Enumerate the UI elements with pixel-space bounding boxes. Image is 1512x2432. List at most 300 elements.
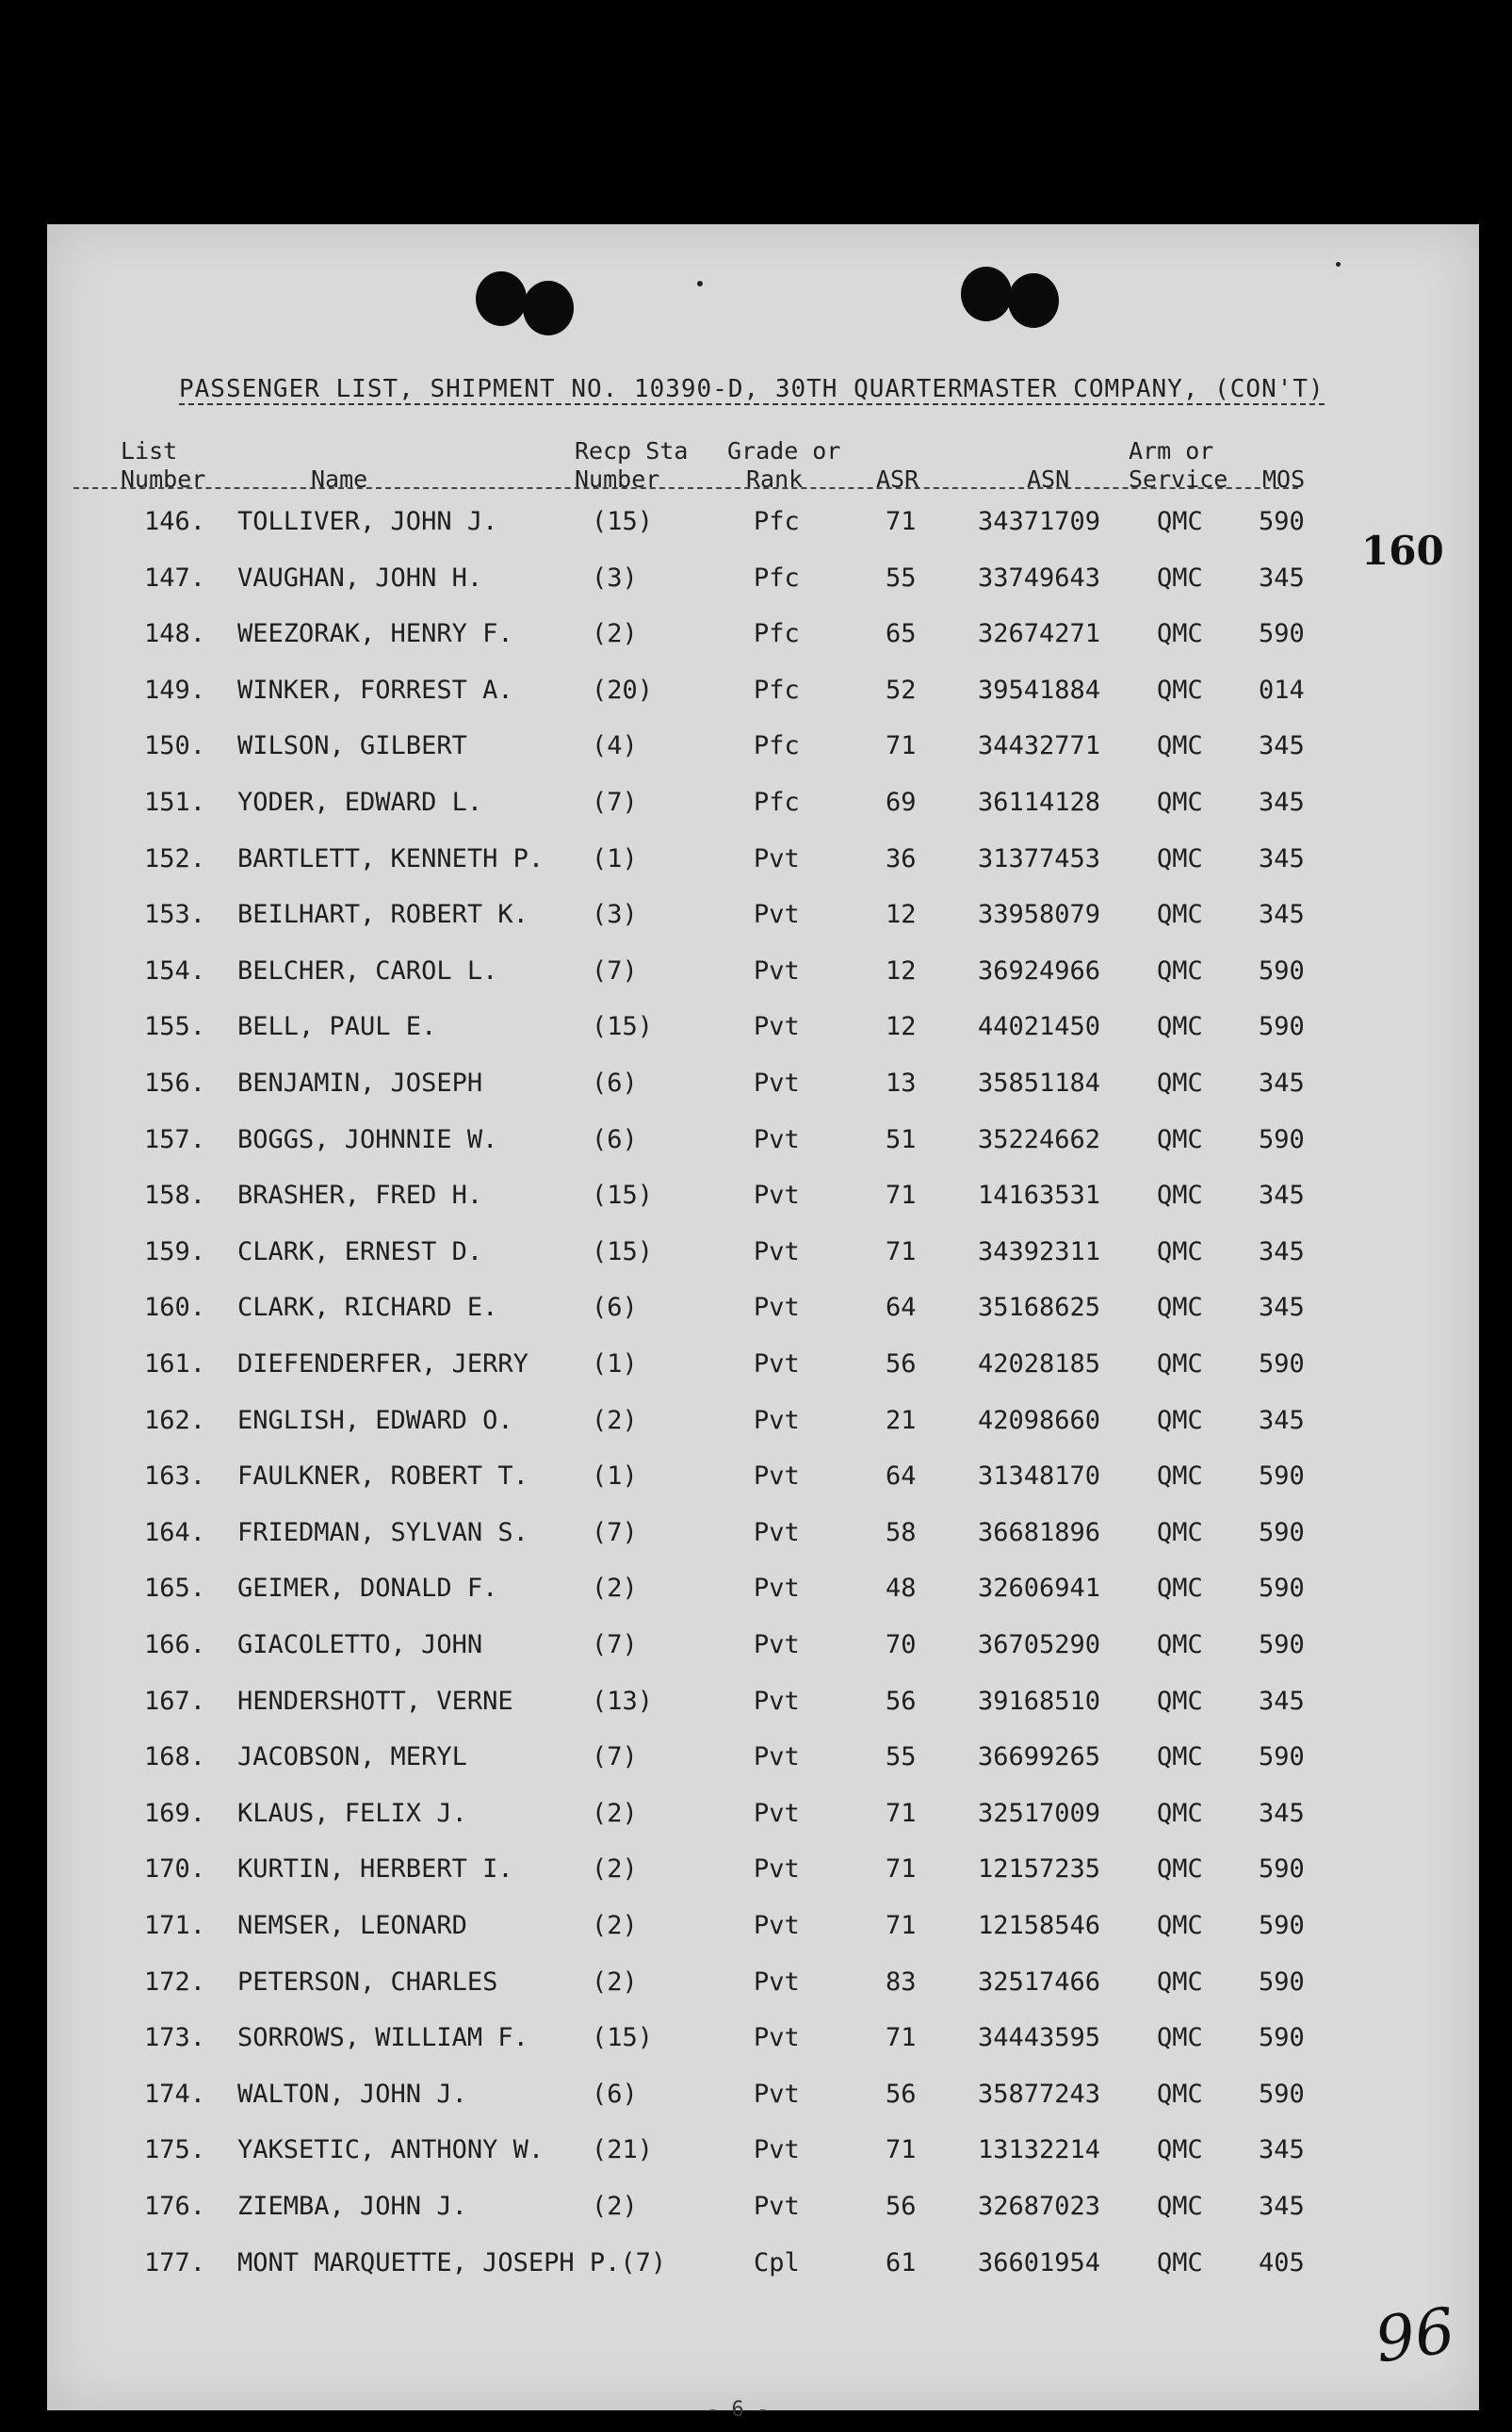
list-number-cell: 147. — [144, 563, 206, 593]
list-number-cell: 163. — [144, 1461, 206, 1492]
recp-sta-cell: (2) — [592, 2192, 638, 2221]
table-row — [0, 1012, 1512, 1050]
table-row — [0, 507, 1512, 545]
grade-cell: Pvt — [754, 1911, 800, 1940]
arm-service-cell: QMC — [1157, 1798, 1203, 1828]
arm-service-cell: QMC — [1157, 788, 1203, 817]
list-number-cell: 150. — [144, 731, 206, 761]
recp-sta-cell: (2) — [592, 1405, 638, 1435]
mos-cell: 345 — [1259, 900, 1305, 930]
mos-cell: 590 — [1259, 1012, 1305, 1042]
page-stamp: 160 — [1361, 528, 1444, 574]
arm-service-cell: QMC — [1157, 2023, 1203, 2053]
asr-cell: 69 — [886, 788, 917, 817]
asn-cell: 34432771 — [978, 731, 1101, 761]
asn-cell: 35224662 — [978, 1124, 1101, 1154]
recp-sta-cell: (2) — [592, 1967, 638, 1997]
arm-service-cell: QMC — [1157, 2192, 1203, 2221]
asn-cell: 34371709 — [978, 507, 1101, 536]
mos-cell: 590 — [1259, 1124, 1305, 1154]
asr-cell: 55 — [886, 563, 917, 593]
mos-cell: 590 — [1259, 619, 1305, 649]
asn-cell: 33958079 — [978, 900, 1101, 930]
recp-sta-cell: (15) — [592, 507, 654, 536]
table-row — [0, 1181, 1512, 1218]
name-cell: GEIMER, DONALD F. — [237, 1574, 498, 1604]
table-row — [0, 1125, 1512, 1163]
list-number-cell: 152. — [144, 843, 206, 873]
grade-cell: Cpl — [754, 2247, 800, 2277]
speck — [1336, 262, 1341, 267]
asn-cell: 33749643 — [978, 563, 1101, 593]
asn-cell: 42028185 — [978, 1349, 1101, 1379]
list-number-cell: 155. — [144, 1012, 206, 1042]
recp-sta-cell: (15) — [592, 2023, 654, 2053]
mos-cell: 590 — [1259, 955, 1305, 986]
recp-sta-cell: (4) — [592, 731, 638, 761]
recp-sta-cell: (2) — [592, 619, 638, 649]
grade-cell: Pvt — [754, 1012, 800, 1042]
grade-cell: Pfc — [754, 731, 800, 761]
arm-service-cell: QMC — [1157, 2247, 1203, 2277]
grade-cell: Pvt — [754, 1630, 800, 1659]
document-title: PASSENGER LIST, SHIPMENT NO. 10390-D, 30TH QUARTERMASTER COMPANY, (CON'T) — [179, 375, 1325, 403]
grade-cell: Pvt — [754, 843, 800, 873]
list-number-cell: 151. — [144, 788, 206, 817]
grade-cell: Pvt — [754, 1967, 800, 1997]
table-row — [0, 2248, 1512, 2286]
asr-cell: 55 — [886, 1742, 917, 1772]
asn-cell: 39541884 — [978, 675, 1101, 705]
list-number-cell: 172. — [144, 1967, 206, 1997]
name-cell: FAULKNER, ROBERT T. — [237, 1461, 528, 1492]
mos-cell: 345 — [1259, 843, 1305, 873]
asr-cell: 12 — [886, 955, 917, 986]
asn-cell: 36705290 — [978, 1630, 1101, 1659]
asn-cell: 42098660 — [978, 1405, 1101, 1435]
recp-sta-cell: (1) — [592, 843, 638, 873]
mos-cell: 345 — [1259, 563, 1305, 593]
asn-cell: 32606941 — [978, 1574, 1101, 1604]
name-cell: SORROWS, WILLIAM F. — [237, 2023, 528, 2053]
name-cell: BEILHART, ROBERT K. — [237, 900, 528, 930]
table-row — [0, 1349, 1512, 1387]
name-cell: BOGGS, JOHNNIE W. — [237, 1124, 498, 1154]
asn-cell: 31377453 — [978, 843, 1101, 873]
arm-service-cell: QMC — [1157, 731, 1203, 761]
name-cell: BRASHER, FRED H. — [237, 1181, 483, 1211]
table-row — [0, 2023, 1512, 2061]
table-row — [0, 1293, 1512, 1330]
asr-cell: 70 — [886, 1630, 917, 1659]
arm-service-cell: QMC — [1157, 675, 1203, 705]
table-row — [0, 1406, 1512, 1444]
table-row — [0, 900, 1512, 938]
list-number-cell: 149. — [144, 675, 206, 705]
grade-cell: Pvt — [754, 1574, 800, 1604]
recp-sta-cell: (6) — [592, 1293, 638, 1323]
arm-service-cell: QMC — [1157, 1742, 1203, 1772]
recp-sta-cell: (20) — [592, 675, 654, 705]
list-number-cell: 168. — [144, 1742, 206, 1772]
asr-cell: 64 — [886, 1461, 917, 1492]
grade-cell: Pvt — [754, 2135, 800, 2165]
recp-sta-cell: (15) — [592, 1181, 654, 1211]
list-number-cell: 175. — [144, 2135, 206, 2165]
table-row — [0, 563, 1512, 601]
grade-cell: Pvt — [754, 1236, 800, 1266]
arm-service-cell: QMC — [1157, 1630, 1203, 1659]
grade-cell: Pvt — [754, 2192, 800, 2221]
grade-cell: Pvt — [754, 1069, 800, 1098]
header-asr: ASR — [876, 465, 919, 493]
list-number-cell: 146. — [144, 507, 206, 536]
asn-cell: 32687023 — [978, 2192, 1101, 2221]
list-number-cell: 153. — [144, 900, 206, 930]
mos-cell: 590 — [1259, 1630, 1305, 1659]
grade-cell: Pvt — [754, 1742, 800, 1772]
table-row — [0, 1069, 1512, 1106]
header-underline — [73, 487, 1298, 489]
asn-cell: 32517009 — [978, 1798, 1101, 1828]
speck — [697, 281, 703, 286]
name-cell: WALTON, JOHN J. — [237, 2079, 467, 2109]
name-cell: WILSON, GILBERT — [237, 731, 467, 761]
asr-cell: 71 — [886, 1798, 917, 1828]
list-number-cell: 161. — [144, 1349, 206, 1379]
arm-service-cell: QMC — [1157, 955, 1203, 986]
mos-cell: 590 — [1259, 2023, 1305, 2053]
table-row — [0, 1854, 1512, 1892]
name-cell: BARTLETT, KENNETH P. — [237, 843, 545, 873]
mos-cell: 345 — [1259, 788, 1305, 817]
asr-cell: 71 — [886, 507, 917, 536]
arm-service-cell: QMC — [1157, 1349, 1203, 1379]
asr-cell: 83 — [886, 1967, 917, 1997]
grade-cell: Pvt — [754, 1461, 800, 1492]
asn-cell: 12158546 — [978, 1911, 1101, 1940]
name-cell: KLAUS, FELIX J. — [237, 1798, 467, 1828]
asr-cell: 71 — [886, 731, 917, 761]
grade-cell: Pvt — [754, 900, 800, 930]
recp-sta-cell: (7) — [592, 1517, 638, 1547]
mos-cell: 590 — [1259, 507, 1305, 536]
mos-cell: 345 — [1259, 2135, 1305, 2165]
arm-service-cell: QMC — [1157, 1069, 1203, 1098]
mos-cell: 590 — [1259, 1911, 1305, 1940]
asr-cell: 71 — [886, 1236, 917, 1266]
arm-service-cell: QMC — [1157, 900, 1203, 930]
name-cell: BELCHER, CAROL L. — [237, 955, 498, 986]
asr-cell: 12 — [886, 1012, 917, 1042]
list-number-cell: 154. — [144, 955, 206, 986]
grade-cell: Pvt — [754, 955, 800, 986]
recp-sta-cell: (2) — [592, 1574, 638, 1604]
handwritten-page-number: 96 — [1371, 2293, 1459, 2377]
arm-service-cell: QMC — [1157, 1967, 1203, 1997]
mos-cell: 345 — [1259, 1293, 1305, 1323]
header-name: Name — [311, 465, 368, 493]
table-row — [0, 844, 1512, 882]
grade-cell: Pvt — [754, 1798, 800, 1828]
grade-cell: Pfc — [754, 563, 800, 593]
asr-cell: 52 — [886, 675, 917, 705]
table-row — [0, 788, 1512, 825]
arm-service-cell: QMC — [1157, 1686, 1203, 1716]
recp-sta-cell: (6) — [592, 2079, 638, 2109]
name-cell: BENJAMIN, JOSEPH — [237, 1069, 483, 1098]
mos-cell: 345 — [1259, 1069, 1305, 1098]
table-row — [0, 1518, 1512, 1556]
name-cell: KURTIN, HERBERT I. — [237, 1854, 513, 1885]
recp-sta-cell: (7) — [592, 788, 638, 817]
name-cell: FRIEDMAN, SYLVAN S. — [237, 1517, 528, 1547]
asr-cell: 61 — [886, 2247, 917, 2277]
asn-cell: 32517466 — [978, 1967, 1101, 1997]
name-cell: BELL, PAUL E. — [237, 1012, 437, 1042]
arm-service-cell: QMC — [1157, 1461, 1203, 1492]
asn-cell: 36601954 — [978, 2247, 1101, 2277]
list-number-cell: 176. — [144, 2192, 206, 2221]
mos-cell: 590 — [1259, 1854, 1305, 1885]
grade-cell: Pfc — [754, 507, 800, 536]
table-row — [0, 1742, 1512, 1780]
asr-cell: 21 — [886, 1405, 917, 1435]
header-mos: MOS — [1262, 465, 1306, 493]
recp-sta-cell: (2) — [592, 1911, 638, 1940]
list-number-cell: 158. — [144, 1181, 206, 1211]
asn-cell: 36681896 — [978, 1517, 1101, 1547]
asr-cell: 56 — [886, 1349, 917, 1379]
mos-cell: 345 — [1259, 1798, 1305, 1828]
name-cell: NEMSER, LEONARD — [237, 1911, 467, 1940]
list-number-cell: 148. — [144, 619, 206, 649]
asr-cell: 71 — [886, 1911, 917, 1940]
name-cell: VAUGHAN, JOHN H. — [237, 563, 483, 593]
grade-cell: Pvt — [754, 2023, 800, 2053]
grade-cell: Pvt — [754, 1349, 800, 1379]
list-number-cell: 170. — [144, 1854, 206, 1885]
grade-cell: Pfc — [754, 788, 800, 817]
arm-service-cell: QMC — [1157, 1911, 1203, 1940]
asn-cell: 14163531 — [978, 1181, 1101, 1211]
list-number-cell: 171. — [144, 1911, 206, 1940]
grade-cell: Pvt — [754, 1293, 800, 1323]
asr-cell: 13 — [886, 1069, 917, 1098]
arm-service-cell: QMC — [1157, 2135, 1203, 2165]
asr-cell: 12 — [886, 900, 917, 930]
table-row — [0, 1461, 1512, 1499]
asn-cell: 34443595 — [978, 2023, 1101, 2053]
arm-service-cell: QMC — [1157, 1854, 1203, 1885]
recp-sta-cell: (3) — [592, 900, 638, 930]
footer-mark: - 6 - — [707, 2398, 770, 2422]
mos-cell: 590 — [1259, 1461, 1305, 1492]
asn-cell: 36924966 — [978, 955, 1101, 986]
mos-cell: 014 — [1259, 675, 1305, 705]
asr-cell: 56 — [886, 2192, 917, 2221]
punch-hole — [961, 267, 1012, 321]
asr-cell: 36 — [886, 843, 917, 873]
list-number-cell: 165. — [144, 1574, 206, 1604]
recp-sta-cell: (2) — [592, 1798, 638, 1828]
recp-sta-cell: (2) — [592, 1854, 638, 1885]
list-number-cell: 159. — [144, 1236, 206, 1266]
grade-cell: Pvt — [754, 1686, 800, 1716]
list-number-cell: 169. — [144, 1798, 206, 1828]
table-row — [0, 1630, 1512, 1668]
name-cell: DIEFENDERFER, JERRY — [237, 1349, 528, 1379]
asr-cell: 56 — [886, 1686, 917, 1716]
table-row — [0, 1911, 1512, 1949]
grade-cell: Pvt — [754, 1854, 800, 1885]
asr-cell: 56 — [886, 2079, 917, 2109]
mos-cell: 590 — [1259, 2079, 1305, 2109]
mos-cell: 590 — [1259, 1574, 1305, 1604]
mos-cell: 345 — [1259, 1236, 1305, 1266]
punch-hole — [523, 281, 574, 335]
asr-cell: 48 — [886, 1574, 917, 1604]
asr-cell: 51 — [886, 1124, 917, 1154]
asn-cell: 35851184 — [978, 1069, 1101, 1098]
name-cell: MONT MARQUETTE, JOSEPH P.(7) — [237, 2247, 667, 2277]
asr-cell: 71 — [886, 2135, 917, 2165]
mos-cell: 590 — [1259, 1742, 1305, 1772]
asn-cell: 34392311 — [978, 1236, 1101, 1266]
grade-cell: Pvt — [754, 1124, 800, 1154]
list-number-cell: 173. — [144, 2023, 206, 2053]
arm-service-cell: QMC — [1157, 1293, 1203, 1323]
name-cell: GIACOLETTO, JOHN — [237, 1630, 483, 1659]
list-number-cell: 156. — [144, 1069, 206, 1098]
list-number-cell: 174. — [144, 2079, 206, 2109]
name-cell: ZIEMBA, JOHN J. — [237, 2192, 467, 2221]
asr-cell: 71 — [886, 1181, 917, 1211]
grade-cell: Pfc — [754, 675, 800, 705]
grade-cell: Pvt — [754, 2079, 800, 2109]
arm-service-cell: QMC — [1157, 1236, 1203, 1266]
asn-cell: 32674271 — [978, 619, 1101, 649]
mos-cell: 590 — [1259, 1349, 1305, 1379]
mos-cell: 590 — [1259, 1517, 1305, 1547]
asr-cell: 64 — [886, 1293, 917, 1323]
mos-cell: 345 — [1259, 1686, 1305, 1716]
mos-cell: 345 — [1259, 1405, 1305, 1435]
arm-service-cell: QMC — [1157, 1405, 1203, 1435]
mos-cell: 345 — [1259, 1181, 1305, 1211]
arm-service-cell: QMC — [1157, 563, 1203, 593]
arm-service-cell: QMC — [1157, 1517, 1203, 1547]
mos-cell: 405 — [1259, 2247, 1305, 2277]
name-cell: WINKER, FORREST A. — [237, 675, 513, 705]
name-cell: ENGLISH, EDWARD O. — [237, 1405, 513, 1435]
name-cell: YODER, EDWARD L. — [237, 788, 483, 817]
name-cell: TOLLIVER, JOHN J. — [237, 507, 498, 536]
punch-hole — [1008, 273, 1059, 328]
arm-service-cell: QMC — [1157, 843, 1203, 873]
asr-cell: 71 — [886, 2023, 917, 2053]
recp-sta-cell: (7) — [592, 1630, 638, 1659]
table-row — [0, 619, 1512, 657]
list-number-cell: 160. — [144, 1293, 206, 1323]
list-number-cell: 166. — [144, 1630, 206, 1659]
asr-cell: 65 — [886, 619, 917, 649]
arm-service-cell: QMC — [1157, 1574, 1203, 1604]
arm-service-cell: QMC — [1157, 2079, 1203, 2109]
asr-cell: 71 — [886, 1854, 917, 1885]
name-cell: YAKSETIC, ANTHONY W. — [237, 2135, 545, 2165]
list-number-cell: 162. — [144, 1405, 206, 1435]
name-cell: JACOBSON, MERYL — [237, 1742, 467, 1772]
table-row — [0, 1574, 1512, 1611]
table-row — [0, 1687, 1512, 1724]
recp-sta-cell: (15) — [592, 1012, 654, 1042]
name-cell: HENDERSHOTT, VERNE — [237, 1686, 513, 1716]
table-row — [0, 1967, 1512, 2005]
table-row — [0, 731, 1512, 769]
header-arm-service: Arm or Service — [1129, 437, 1228, 493]
arm-service-cell: QMC — [1157, 619, 1203, 649]
header-grade: Grade or Rank — [727, 437, 841, 493]
name-cell: PETERSON, CHARLES — [237, 1967, 498, 1997]
recp-sta-cell: (15) — [592, 1236, 654, 1266]
mos-cell: 345 — [1259, 731, 1305, 761]
table-row — [0, 2192, 1512, 2229]
arm-service-cell: QMC — [1157, 1181, 1203, 1211]
arm-service-cell: QMC — [1157, 507, 1203, 536]
header-recp-sta: Recp Sta Number — [575, 437, 689, 493]
recp-sta-cell: (1) — [592, 1349, 638, 1379]
recp-sta-cell: (7) — [592, 1742, 638, 1772]
list-number-cell: 164. — [144, 1517, 206, 1547]
table-row — [0, 1799, 1512, 1836]
name-cell: WEEZORAK, HENRY F. — [237, 619, 513, 649]
asn-cell: 44021450 — [978, 1012, 1101, 1042]
header-asn: ASN — [1027, 465, 1070, 493]
recp-sta-cell: (6) — [592, 1124, 638, 1154]
recp-sta-cell: (1) — [592, 1461, 638, 1492]
list-number-cell: 177. — [144, 2247, 206, 2277]
list-number-cell: 157. — [144, 1124, 206, 1154]
table-row — [0, 1237, 1512, 1275]
table-row — [0, 2080, 1512, 2117]
recp-sta-cell: (13) — [592, 1686, 654, 1716]
recp-sta-cell: (7) — [592, 955, 638, 986]
asn-cell: 35877243 — [978, 2079, 1101, 2109]
name-cell: CLARK, RICHARD E. — [237, 1293, 498, 1323]
recp-sta-cell: (21) — [592, 2135, 654, 2165]
asn-cell: 35168625 — [978, 1293, 1101, 1323]
arm-service-cell: QMC — [1157, 1124, 1203, 1154]
list-number-cell: 167. — [144, 1686, 206, 1716]
table-row — [0, 676, 1512, 713]
recp-sta-cell: (6) — [592, 1069, 638, 1098]
mos-cell: 345 — [1259, 2192, 1305, 2221]
asn-cell: 12157235 — [978, 1854, 1101, 1885]
asn-cell: 36114128 — [978, 788, 1101, 817]
asr-cell: 58 — [886, 1517, 917, 1547]
table-row — [0, 2135, 1512, 2173]
arm-service-cell: QMC — [1157, 1012, 1203, 1042]
grade-cell: Pvt — [754, 1181, 800, 1211]
grade-cell: Pfc — [754, 619, 800, 649]
table-row — [0, 956, 1512, 994]
grade-cell: Pvt — [754, 1517, 800, 1547]
asn-cell: 13132214 — [978, 2135, 1101, 2165]
grade-cell: Pvt — [754, 1405, 800, 1435]
asn-cell: 36699265 — [978, 1742, 1101, 1772]
mos-cell: 590 — [1259, 1967, 1305, 1997]
